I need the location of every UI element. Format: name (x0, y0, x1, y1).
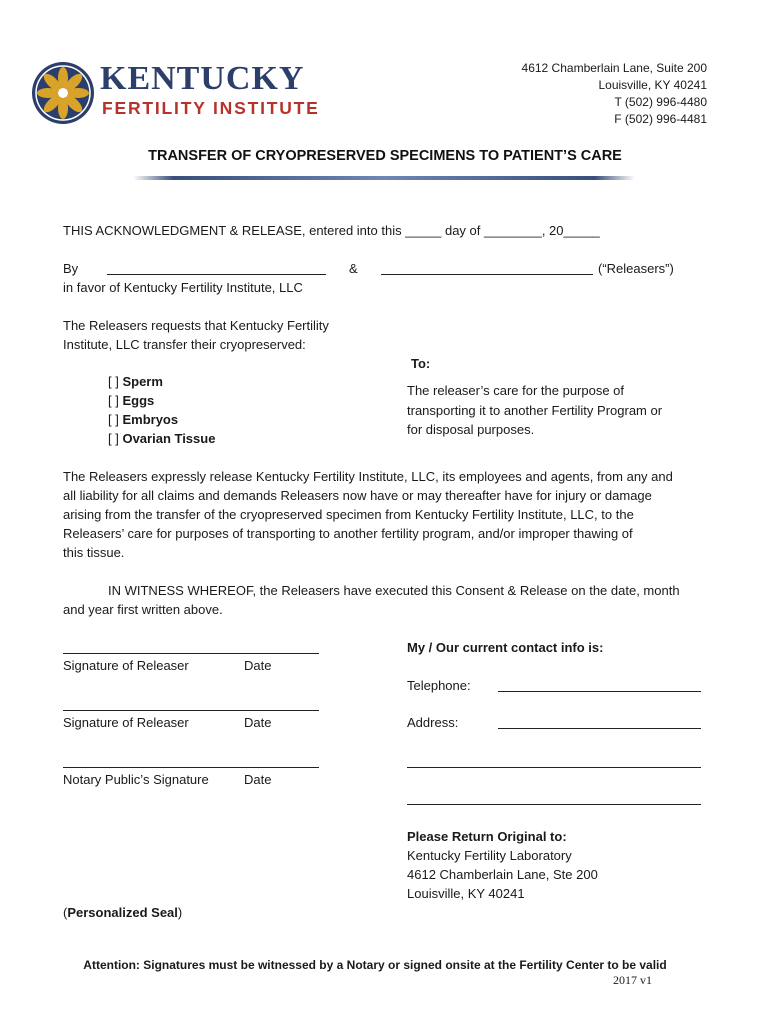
release-line: The Releasers expressly release Kentucky Fertility Institute, LLC, its employees and agents, from any and (63, 469, 673, 484)
option-label: Eggs (122, 393, 155, 408)
address-field-line2[interactable] (407, 767, 701, 768)
in-favor-line: in favor of Kentucky Fertility Institute, LLC (63, 280, 303, 295)
personalized-seal-label (63, 903, 182, 922)
attention-notice: Attention: Signatures must be witnessed by a Notary or signed onsite at the Fertility Center to be valid (83, 958, 667, 972)
clinic-phone: T (502) 996-4480 (614, 95, 707, 109)
checkbox-embryos[interactable]: [ ] (108, 412, 119, 427)
release-line: all liability for all claims and demands Releasers now have or may thereafter have for injury or damage (63, 488, 652, 503)
clinic-address-line2: Louisville, KY 40241 (598, 78, 707, 92)
notary-date-label: Date (244, 772, 272, 787)
ampersand: & (349, 261, 358, 276)
signature2-date-label: Date (244, 715, 272, 730)
signature2-label: Signature of Releaser (63, 715, 189, 730)
request-line1: The Releasers requests that Kentucky Fertility (63, 318, 329, 333)
return-line2: 4612 Chamberlain Lane, Ste 200 (407, 867, 598, 882)
notary-signature-label: Notary Public’s Signature (63, 772, 209, 787)
contact-heading: My / Our current contact info is: (407, 640, 604, 655)
to-text-line2: transporting it to another Fertility Program or (407, 403, 663, 418)
notary-signature-field[interactable] (63, 767, 319, 768)
signature2-field[interactable] (63, 710, 319, 711)
checkbox-sperm[interactable]: [ ] (108, 374, 119, 389)
option-eggs[interactable] (108, 391, 215, 410)
specimen-options (108, 372, 215, 448)
release-line: this tissue. (63, 545, 125, 560)
document-title: TRANSFER OF CRYOPRESERVED SPECIMENS TO PATIENT’S CARE (148, 148, 622, 164)
option-label: Sperm (122, 374, 163, 389)
release-line: Releasers’ care for purposes of transporting to another fertility program, and/or improper thawing of (63, 526, 633, 541)
address-label: Address: (407, 715, 459, 730)
option-sperm[interactable] (108, 372, 215, 391)
by-label: By (63, 261, 79, 276)
to-text-line1: The releaser’s care for the purpose of (407, 383, 625, 398)
option-label: Embryos (122, 412, 179, 427)
title-divider (133, 176, 635, 180)
witness-line1: IN WITNESS WHEREOF, the Releasers have executed this Consent & Release on the date, month (108, 583, 680, 598)
logo-wordmark-kentucky: KENTUCKY (100, 60, 305, 97)
clinic-fax: F (502) 996-4481 (614, 112, 707, 126)
release-line: arising from the transfer of the cryopreserved specimen from Kentucky Fertility Institute, LLC, to the (63, 507, 634, 522)
option-embryos[interactable] (108, 410, 215, 429)
clinic-address-line1: 4612 Chamberlain Lane, Suite 200 (521, 61, 707, 75)
witness-line2: and year first written above. (63, 602, 223, 617)
seal-label: Personalized Seal (67, 905, 178, 920)
option-label: Ovarian Tissue (122, 431, 216, 446)
checkbox-ovarian-tissue[interactable]: [ ] (108, 431, 119, 446)
releaser1-name-field[interactable] (107, 274, 326, 275)
logo-emblem-icon (30, 60, 96, 126)
signature1-label: Signature of Releaser (63, 658, 189, 673)
address-field-line1[interactable] (498, 728, 701, 729)
to-label: To: (411, 356, 431, 371)
to-text-line3: for disposal purposes. (407, 422, 535, 437)
telephone-label: Telephone: (407, 678, 471, 693)
releasers-label: (“Releasers”) (598, 261, 674, 276)
checkbox-eggs[interactable]: [ ] (108, 393, 119, 408)
release-paragraph (63, 467, 673, 562)
logo (30, 58, 320, 130)
telephone-field[interactable] (498, 691, 701, 692)
option-ovarian-tissue[interactable] (108, 429, 215, 448)
releaser2-name-field[interactable] (381, 274, 593, 275)
address-field-line3[interactable] (407, 804, 701, 805)
signature1-date-label: Date (244, 658, 272, 673)
request-line2: Institute, LLC transfer their cryopreserved: (63, 337, 306, 352)
signature1-field[interactable] (63, 653, 319, 654)
version-label: 2017 v1 (613, 973, 652, 987)
ack-line: THIS ACKNOWLEDGMENT & RELEASE, entered into this _____ day of ________, 20_____ (63, 223, 600, 238)
return-heading: Please Return Original to: (407, 829, 567, 844)
seal-paren-close: ) (177, 905, 183, 920)
seal-paren-open: ( (63, 905, 68, 920)
return-line1: Kentucky Fertility Laboratory (407, 848, 572, 863)
return-line3: Louisville, KY 40241 (407, 886, 525, 901)
logo-wordmark-fertility: FERTILITY INSTITUTE (102, 98, 320, 118)
